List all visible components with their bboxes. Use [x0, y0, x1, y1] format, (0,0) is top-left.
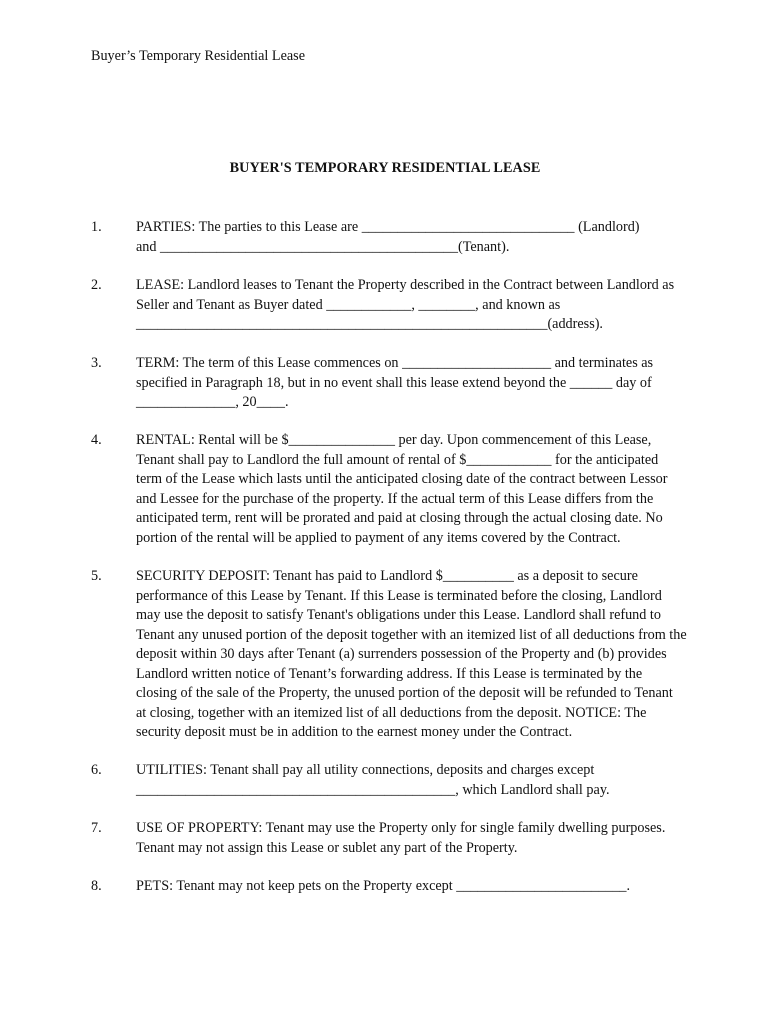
section-line: security deposit must be in addition to the earnest money under the Contract.: [136, 724, 573, 740]
section-line: USE OF PROPERTY: Tenant may use the Property only for single family dwelling purposes.: [136, 820, 666, 836]
section-line: term of the Lease which lasts until the anticipated closing date of the contract between Lessor: [136, 471, 668, 487]
section-line: ______________, 20____.: [136, 394, 289, 410]
document-title: BUYER'S TEMPORARY RESIDENTIAL LEASE: [229, 160, 541, 176]
section-line: _____________________________________________, which Landlord shall pay.: [136, 781, 610, 798]
section-line: may use the deposit to satisfy Tenant's obligations under this Lease. Landlord shall refund to: [136, 607, 661, 623]
section-5-security-deposit: [91, 567, 691, 743]
section-line: PARTIES: The parties to this Lease are ______________________________ (Landlord): [136, 219, 640, 235]
section-3-term: [91, 354, 691, 413]
section-line: __________________________________________________________(address).: [136, 316, 603, 332]
section-number: 7.: [91, 820, 102, 836]
section-number: 4.: [91, 432, 102, 448]
section-number: 6.: [91, 762, 102, 778]
section-4-rental: [91, 431, 691, 548]
section-line: Seller and Tenant as Buyer dated ____________, ________, and known as: [136, 296, 561, 313]
section-line: portion of the rental will be applied to payment of any items covered by the Contract.: [136, 529, 621, 546]
section-number: 2.: [91, 277, 102, 293]
section-line: Tenant shall pay to Landlord the full amount of rental of $____________ for the anticipated: [136, 451, 659, 468]
section-line: closing of the sale of the Property, the unused portion of the deposit will be refunded to Tenant: [136, 685, 673, 701]
section-8-pets: [91, 877, 691, 897]
section-line: Landlord written notice of Tenant’s forwarding address. If this Lease is terminated by the: [136, 665, 643, 682]
section-line: deposit within 30 days after Tenant (a) surrenders possession of the Property and (b) provides: [136, 646, 667, 662]
section-number: 5.: [91, 568, 102, 584]
section-line: Tenant may not assign this Lease or sublet any part of the Property.: [136, 839, 518, 856]
section-line: performance of this Lease by Tenant. If this Lease is terminated before the closing, Landlord: [136, 587, 662, 604]
section-line: at closing, together with an itemized list of all deductions from the deposit. NOTICE: The: [136, 704, 647, 721]
section-line: and __________________________________________(Tenant).: [136, 238, 510, 255]
section-line: PETS: Tenant may not keep pets on the Property except ________________________.: [136, 878, 631, 894]
section-line: and Lessee for the purchase of the property. If the actual term of this Lease differs from the: [136, 490, 654, 507]
section-line: TERM: The term of this Lease commences on _____________________ and terminates as: [136, 355, 654, 371]
section-line: Tenant any unused portion of the deposit together with an itemized list of all deductions from the: [136, 626, 687, 643]
section-6-utilities: [91, 761, 691, 800]
section-1-parties: [91, 218, 691, 257]
running-header: Buyer’s Temporary Residential Lease: [91, 48, 305, 64]
section-2-lease: [91, 276, 691, 335]
section-number: 3.: [91, 355, 102, 371]
section-line: specified in Paragraph 18, but in no event shall this lease extend beyond the ______ day of: [136, 374, 652, 391]
section-line: anticipated term, rent will be prorated and paid at closing through the actual closing date. No: [136, 510, 663, 526]
section-number: 1.: [91, 219, 102, 235]
section-line: LEASE: Landlord leases to Tenant the Property described in the Contract between Landlord as: [136, 277, 675, 293]
section-line: RENTAL: Rental will be $_______________ per day. Upon commencement of this Lease,: [136, 432, 652, 448]
section-7-use-of-property: [91, 819, 691, 858]
section-number: 8.: [91, 878, 102, 894]
section-line: SECURITY DEPOSIT: Tenant has paid to Landlord $__________ as a deposit to secure: [136, 568, 638, 584]
section-line: UTILITIES: Tenant shall pay all utility connections, deposits and charges except: [136, 762, 595, 778]
